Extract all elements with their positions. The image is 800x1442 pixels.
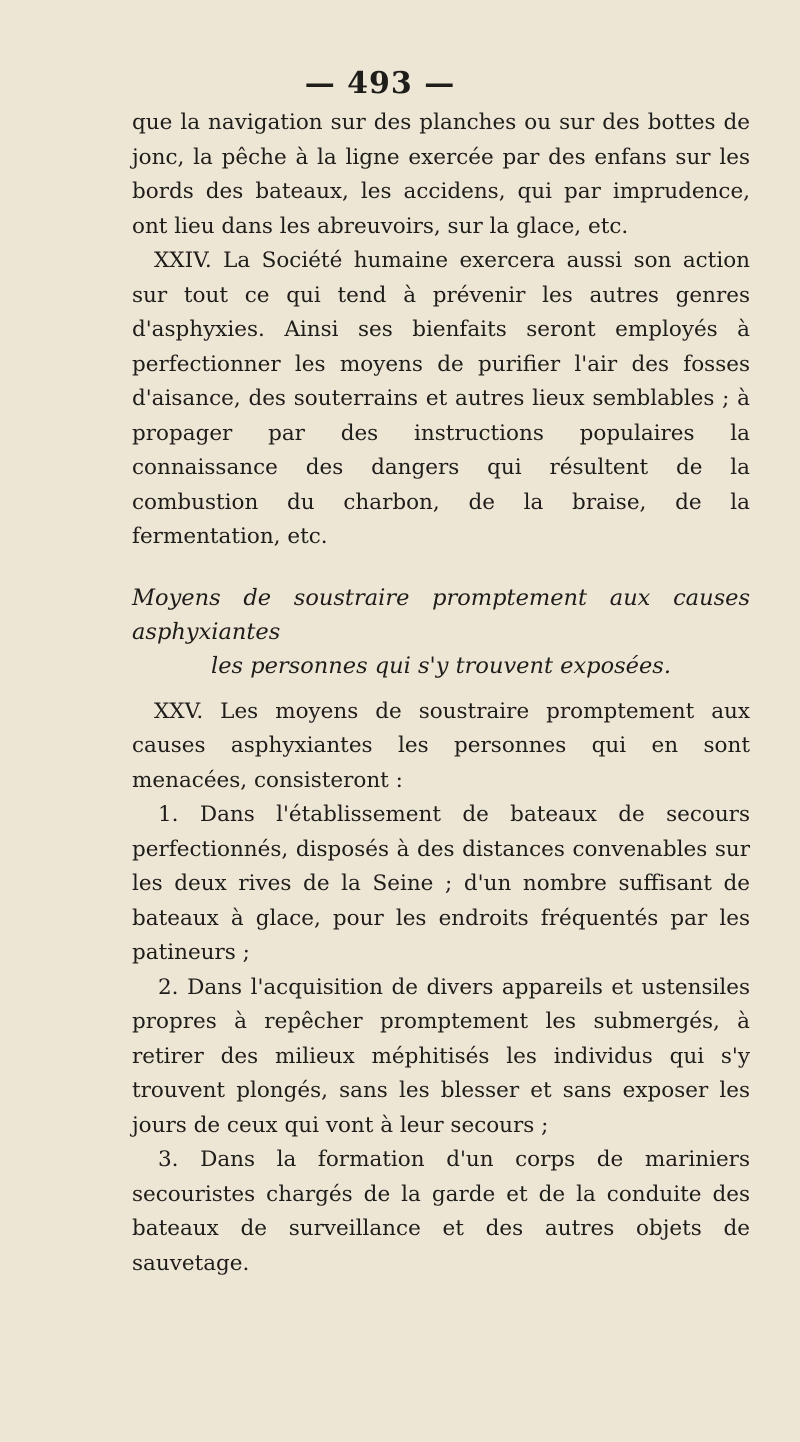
list-item-3: 3. Dans la formation d'un corps de mariniers secouristes chargés de la garde et de la conduite des bateaux de surveillance et des autres objets de sauvetage.	[132, 1147, 750, 1276]
page-body	[132, 106, 750, 1281]
list-item-1: 1. Dans l'établissement de bateaux de secours perfectionnés, disposés à des distances convenables sur les deux rives de la Seine ; d'un nombre suffisant de bateaux à glace, pour les endroits fréquentés par les patineurs ;	[132, 802, 750, 965]
section-heading-line-2: les personnes qui s'y trouvent exposées.	[211, 652, 671, 679]
section-heading-line-1: Moyens de soustraire promptement aux causes asphyxiantes	[132, 584, 750, 645]
page-number: — 493 —	[304, 66, 456, 101]
section-heading	[132, 581, 750, 683]
paragraph-article-24: XXIV. La Société humaine exercera aussi son action sur tout ce qui tend à prévenir les autres genres d'asphyxies. Ainsi ses bienfaits seront employés à perfectionner les moyens de purifier l'air des fosses d'aisance, des souterrains et autres lieux semblables ; à propager par des instructions populaires la connaissance des dangers qui résultent de la combustion du charbon, de la braise, de la fermentation, etc.	[132, 248, 750, 549]
section-gap	[132, 683, 750, 695]
paragraph-article-25: XXV. Les moyens de soustraire promptement aux causes asphyxiantes les personnes qui en sont menacées, consisteront :	[132, 698, 750, 793]
list-item-2: 2. Dans l'acquisition de divers appareils et ustensiles propres à repêcher promptement les submergés, à retirer des milieux méphitisés les individus qui s'y trouvent plongés, sans les blesser et sans exposer les jours de ceux qui vont à leur secours ;	[132, 974, 750, 1138]
section-gap	[132, 555, 750, 581]
paragraph-continuation: que la navigation sur des planches ou sur des bottes de jonc, la pêche à la ligne exercée par des enfans sur les bords des bateaux, les accidens, qui par imprudence, ont lieu dans les abreuvoirs, sur la glace, etc.	[132, 110, 750, 239]
